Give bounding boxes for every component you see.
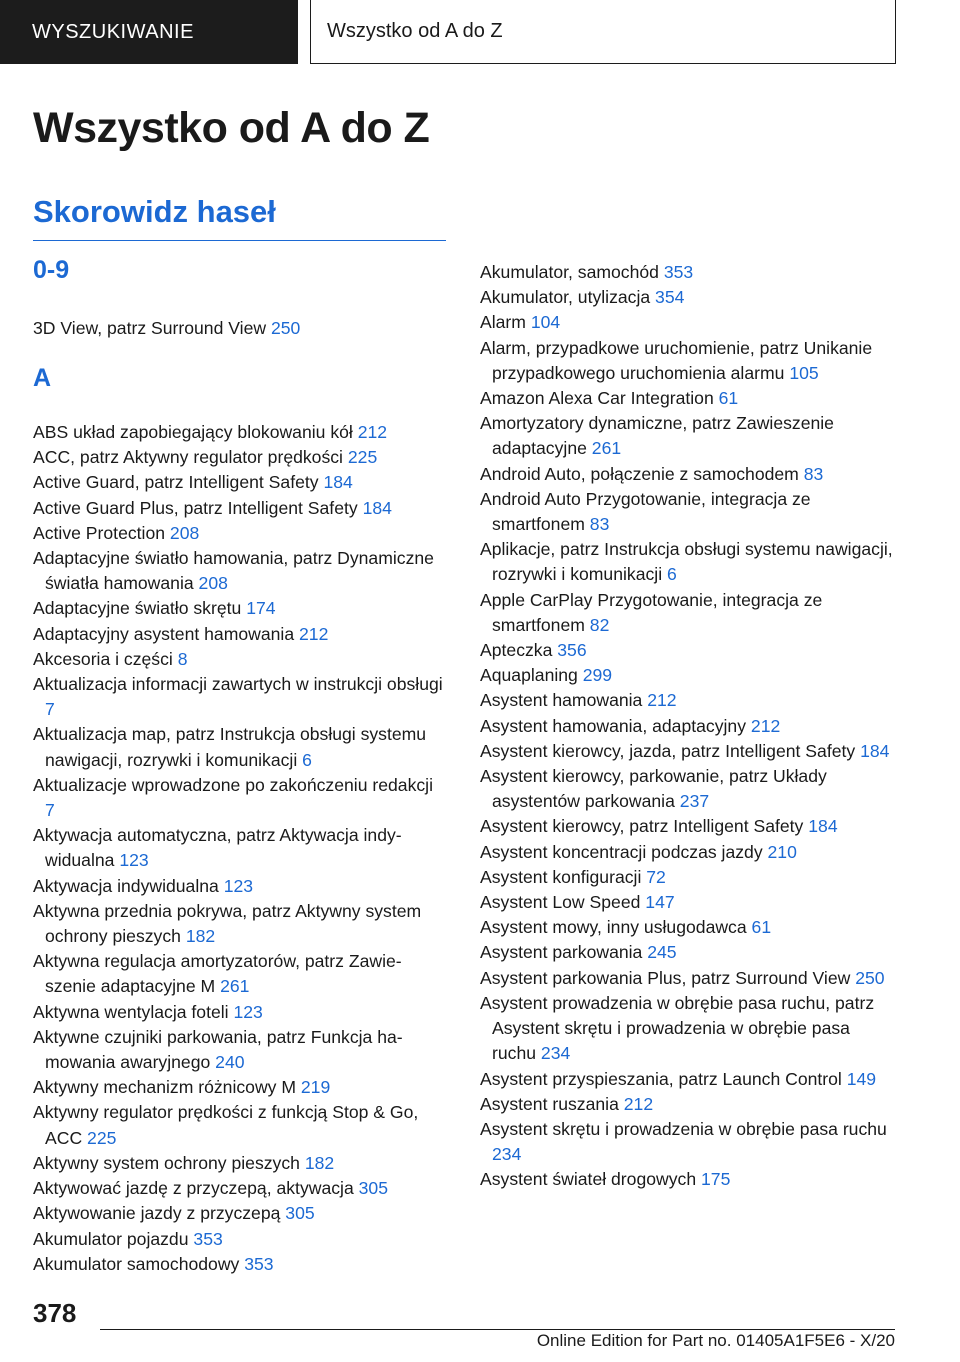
entry-list-a-continued [480, 260, 895, 1193]
index-entry-text: Aquaplaning [480, 665, 578, 686]
index-entry-text: Aktywne czujniki parkowania, patrz Funkcja hamowania awaryjnego [33, 1026, 403, 1073]
index-entry [33, 622, 446, 647]
index-entry [480, 537, 895, 587]
index-entry-text: Apple CarPlay Przygotowanie, integracja ze smartfonem [480, 589, 823, 635]
index-entry [480, 865, 895, 890]
index-entry-text: Adaptacyjne światło hamowania, patrz Dynamiczne światła hamowania [33, 548, 434, 594]
index-entry [480, 714, 895, 739]
index-entry-page-link[interactable]: 61 [718, 388, 739, 409]
index-entry-text: Asystent Low Speed [480, 892, 641, 913]
index-entry [480, 915, 895, 940]
index-entry-page-link[interactable]: 212 [299, 623, 329, 644]
index-entry-text: Aktywacja indywidualna [33, 875, 219, 896]
entry-list-digits [33, 316, 446, 341]
index-entry-text: Aktualizacja informacji zawartych w instrukcji obsługi [33, 674, 443, 695]
index-entry-text: Apteczka [480, 640, 553, 661]
index-entry-text: Asystent skrętu i prowadzenia w obrębie pasa ruchu [480, 1118, 887, 1139]
tab-search[interactable]: WYSZUKIWANIE [0, 0, 298, 64]
index-entry [33, 672, 446, 722]
index-entry-page-link[interactable]: 7 [45, 800, 55, 821]
index-entry-text: Asystent prowadzenia w obrębie pasa ruchu, patrz Asystent skrętu i prowadzenia w obrębie pasa ruchu [480, 992, 875, 1064]
index-entry-page-link[interactable]: 305 [285, 1203, 315, 1224]
index-entry-page-link[interactable]: 149 [846, 1068, 877, 1089]
index-entry [33, 496, 446, 521]
index-entry-page-link[interactable]: 83 [589, 514, 610, 535]
index-entry [33, 1075, 446, 1100]
index-entry-page-link[interactable]: 356 [557, 640, 587, 661]
index-entry [480, 260, 895, 285]
index-entry [480, 285, 895, 310]
index-entry-page-link[interactable]: 104 [530, 312, 561, 333]
index-entry [480, 411, 895, 461]
index-entry-page-link[interactable]: 6 [302, 749, 312, 770]
index-entry [480, 1092, 895, 1117]
index-entry-text: Adaptacyjny asystent hamowania [33, 623, 295, 644]
index-entry-text: Adaptacyjne światło skrętu [33, 598, 242, 619]
index-entry [33, 596, 446, 621]
index-entry [33, 899, 446, 949]
index-entry [480, 1117, 895, 1167]
index-entry-text: Akumulator samochodowy [33, 1253, 240, 1274]
index-entry-page-link[interactable]: 175 [701, 1169, 731, 1190]
index-entry-page-link[interactable]: 123 [119, 850, 149, 871]
index-entry [33, 1252, 446, 1277]
index-entry-page-link[interactable]: 6 [667, 564, 677, 585]
index-entry-text: Asystent parkowania [480, 942, 643, 963]
index-entry-text: Asystent kierowcy, jazda, patrz Intelligent Safety [480, 740, 856, 761]
index-entry-page-link[interactable]: 353 [663, 262, 694, 282]
page-number: 378 [33, 1298, 77, 1328]
index-entry-page-link[interactable]: 234 [540, 1043, 571, 1064]
index-entry-text: Android Auto Przygotowanie, integracja ze smartfonem [480, 488, 811, 535]
index-entry [480, 588, 895, 638]
index-entry-page-link[interactable]: 219 [300, 1077, 331, 1098]
index-entry-page-link[interactable]: 225 [347, 447, 378, 468]
index-entry-page-link[interactable]: 208 [198, 573, 228, 594]
index-entry-text: Asystent świateł drogowych [480, 1169, 697, 1190]
index-entry [33, 1100, 446, 1150]
index-entry [33, 1000, 446, 1025]
index-entry-page-link[interactable]: 305 [358, 1178, 388, 1199]
index-entry-page-link[interactable]: 184 [808, 816, 838, 837]
index-entry-page-link[interactable]: 184 [323, 472, 353, 493]
index-entry-page-link[interactable]: 250 [270, 318, 301, 338]
index-entry-text: Active Guard Plus, patrz Intelligent Safety [33, 497, 358, 518]
index-entry-page-link[interactable]: 184 [860, 740, 890, 761]
index-entry-page-link[interactable]: 353 [244, 1253, 274, 1274]
page-title: Wszystko od A do Z [33, 104, 430, 152]
index-entry [480, 310, 895, 335]
index-entry [480, 991, 895, 1067]
index-entry [33, 1025, 446, 1075]
index-entry-text: Asystent kierowcy, parkowanie, patrz Układy asystentów parkowania [480, 766, 827, 812]
index-entry-page-link[interactable]: 72 [646, 866, 666, 887]
index-entry [33, 316, 446, 341]
index-entry [33, 722, 446, 772]
index-entry-page-link[interactable]: 105 [789, 362, 819, 383]
index-entry [33, 546, 446, 596]
index-entry-text: Aktywować jazdę z przyczepą, aktywacja [33, 1178, 354, 1199]
index-entry-page-link[interactable]: 184 [362, 497, 392, 518]
section-title: Skorowidz haseł [33, 194, 276, 229]
index-entry-text: Asystent ruszania [480, 1093, 619, 1114]
footer-divider [100, 1329, 895, 1330]
index-entry [33, 420, 446, 445]
index-entry-page-link[interactable]: 250 [855, 967, 885, 988]
index-entry-page-link[interactable]: 212 [750, 715, 781, 736]
index-entry-text: Asystent kierowcy, patrz Intelligent Safety [480, 816, 804, 837]
index-entry-page-link[interactable]: 225 [87, 1127, 117, 1148]
index-entry-text: Aktywna wentylacja foteli [33, 1001, 229, 1022]
index-entry [33, 773, 446, 823]
index-entry-text: Akumulator, utylizacja [480, 287, 651, 308]
index-entry [480, 688, 895, 713]
letter-heading-digits: 0-9 [33, 256, 70, 284]
entry-list-a [33, 420, 446, 1277]
index-entry-page-link[interactable]: 7 [45, 699, 55, 720]
index-entry-page-link[interactable]: 208 [169, 522, 200, 543]
index-entry-text: Aktywny system ochrony pieszych [33, 1152, 300, 1173]
top-bar [0, 0, 960, 66]
index-entry [480, 462, 895, 487]
index-entry-text: Aktywny regulator prędkości z funkcją Stop & Go, ACC [33, 1102, 419, 1148]
index-entry [33, 949, 446, 999]
index-entry-page-link[interactable]: 212 [623, 1093, 654, 1114]
index-entry [480, 487, 895, 537]
index-entry-text: Aktywna regulacja amortyzatorów, patrz Zawieszenie adaptacyjne M [33, 951, 402, 997]
index-entry [480, 638, 895, 663]
index-entry-page-link[interactable]: 147 [645, 892, 675, 913]
index-entry [33, 521, 446, 546]
index-entry-text: Active Guard, patrz Intelligent Safety [33, 472, 319, 493]
index-entry-page-link[interactable]: 123 [223, 875, 254, 896]
index-entry-text: Asystent koncentracji podczas jazdy [480, 841, 763, 862]
edition-text: Online Edition for Part no. 01405A1F5E6 - X/20 [536, 1331, 895, 1350]
index-entry-page-link[interactable]: 83 [803, 463, 824, 484]
index-entry [480, 966, 895, 991]
index-entry-page-link[interactable]: 182 [185, 926, 216, 947]
index-entry [480, 1067, 895, 1092]
index-entry-text: Android Auto, połączenie z samochodem [480, 463, 799, 484]
index-entry-text: 3D View, patrz Surround View [33, 318, 267, 338]
index-entry-text: Alarm, przypadkowe uruchomienie, patrz Unikanie przypadkowego uruchomienia alarmu [480, 337, 873, 383]
index-entry-text: ABS układ zapobiegający blokowaniu kół [33, 422, 353, 442]
index-entry-page-link[interactable]: 234 [492, 1144, 522, 1165]
index-entry [480, 336, 895, 386]
index-entry [480, 663, 895, 688]
index-entry [33, 874, 446, 899]
index-entry-text: Asystent mowy, inny usługodawca [480, 917, 747, 938]
index-entry-text: Aktywacja automatyczna, patrz Aktywacja indywidualna [33, 825, 402, 871]
index-entry-page-link[interactable]: 82 [589, 614, 610, 635]
index-entry-text: Asystent hamowania, adaptacyjny [480, 715, 747, 736]
index-entry-page-link[interactable]: 245 [647, 942, 677, 963]
index-entry [33, 647, 446, 672]
index-entry [480, 840, 895, 865]
index-entry-text: Aktywowanie jazdy z przyczepą [33, 1203, 281, 1224]
index-entry-text: Aplikacje, patrz Instrukcja obsługi systemu nawigacji, rozrywki i komunikacji [480, 539, 893, 585]
index-entry [33, 1201, 446, 1226]
index-entry-page-link[interactable]: 8 [177, 648, 188, 669]
index-entry-text: Asystent parkowania Plus, patrz Surround View [480, 967, 851, 988]
index-entry-text: Akumulator, samochód [480, 262, 659, 282]
tab-a-to-z[interactable]: Wszystko od A do Z [310, 0, 896, 64]
index-entry-page-link[interactable]: 240 [215, 1052, 245, 1073]
letter-heading-a: A [33, 364, 52, 392]
index-entry-text: Akcesoria i części [33, 648, 173, 669]
index-entry-text: Alarm [480, 312, 526, 333]
index-entry-page-link[interactable]: 261 [220, 976, 250, 997]
index-entry [33, 1151, 446, 1176]
index-entry-page-link[interactable]: 210 [767, 841, 797, 862]
index-entry-page-link[interactable]: 174 [246, 598, 276, 619]
index-entry-page-link[interactable]: 61 [751, 917, 772, 938]
index-entry-page-link[interactable]: 123 [233, 1001, 263, 1022]
index-entry-page-link[interactable]: 299 [582, 665, 613, 686]
index-entry [480, 814, 895, 839]
index-entry [480, 890, 895, 915]
index-entry [33, 470, 446, 495]
index-entry-text: Amortyzatory dynamiczne, patrz Zawieszenie adaptacyjne [480, 413, 834, 459]
index-entry-page-link[interactable]: 212 [647, 690, 677, 711]
index-entry-page-link[interactable]: 353 [193, 1228, 223, 1249]
section-divider [33, 240, 446, 241]
index-entry-page-link[interactable]: 261 [591, 438, 622, 459]
index-entry-page-link[interactable]: 212 [357, 422, 388, 442]
index-entry [480, 764, 895, 814]
index-entry-text: Aktualizacje wprowadzone po zakończeniu redakcji [33, 774, 433, 795]
index-entry-text: Aktywny mechanizm różnicowy M [33, 1077, 296, 1098]
index-entry-text: Aktywna przednia pokrywa, patrz Aktywny system ochrony pieszych [33, 900, 422, 947]
index-entry-page-link[interactable]: 354 [655, 287, 685, 308]
index-entry-text: Amazon Alexa Car Integration [480, 388, 714, 409]
index-entry [33, 823, 446, 873]
index-entry [480, 940, 895, 965]
index-entry-text: Active Protection [33, 522, 166, 543]
index-entry-text: Asystent hamowania [480, 690, 643, 711]
index-entry-text: Aktualizacja map, patrz Instrukcja obsługi systemu nawigacji, rozrywki i komunikacji [33, 724, 427, 770]
index-entry-text: Asystent przyspieszania, patrz Launch Control [480, 1068, 842, 1089]
index-entry-page-link[interactable]: 182 [304, 1152, 335, 1173]
index-entry [480, 1167, 895, 1192]
index-entry [480, 739, 895, 764]
index-entry-page-link[interactable]: 237 [679, 791, 710, 812]
index-entry [33, 445, 446, 470]
index-entry-text: Akumulator pojazdu [33, 1228, 189, 1249]
index-entry [33, 1176, 446, 1201]
index-entry-text: Asystent konfiguracji [480, 866, 642, 887]
index-entry [480, 386, 895, 411]
index-entry-text: ACC, patrz Aktywny regulator prędkości [33, 447, 343, 468]
index-entry [33, 1227, 446, 1252]
